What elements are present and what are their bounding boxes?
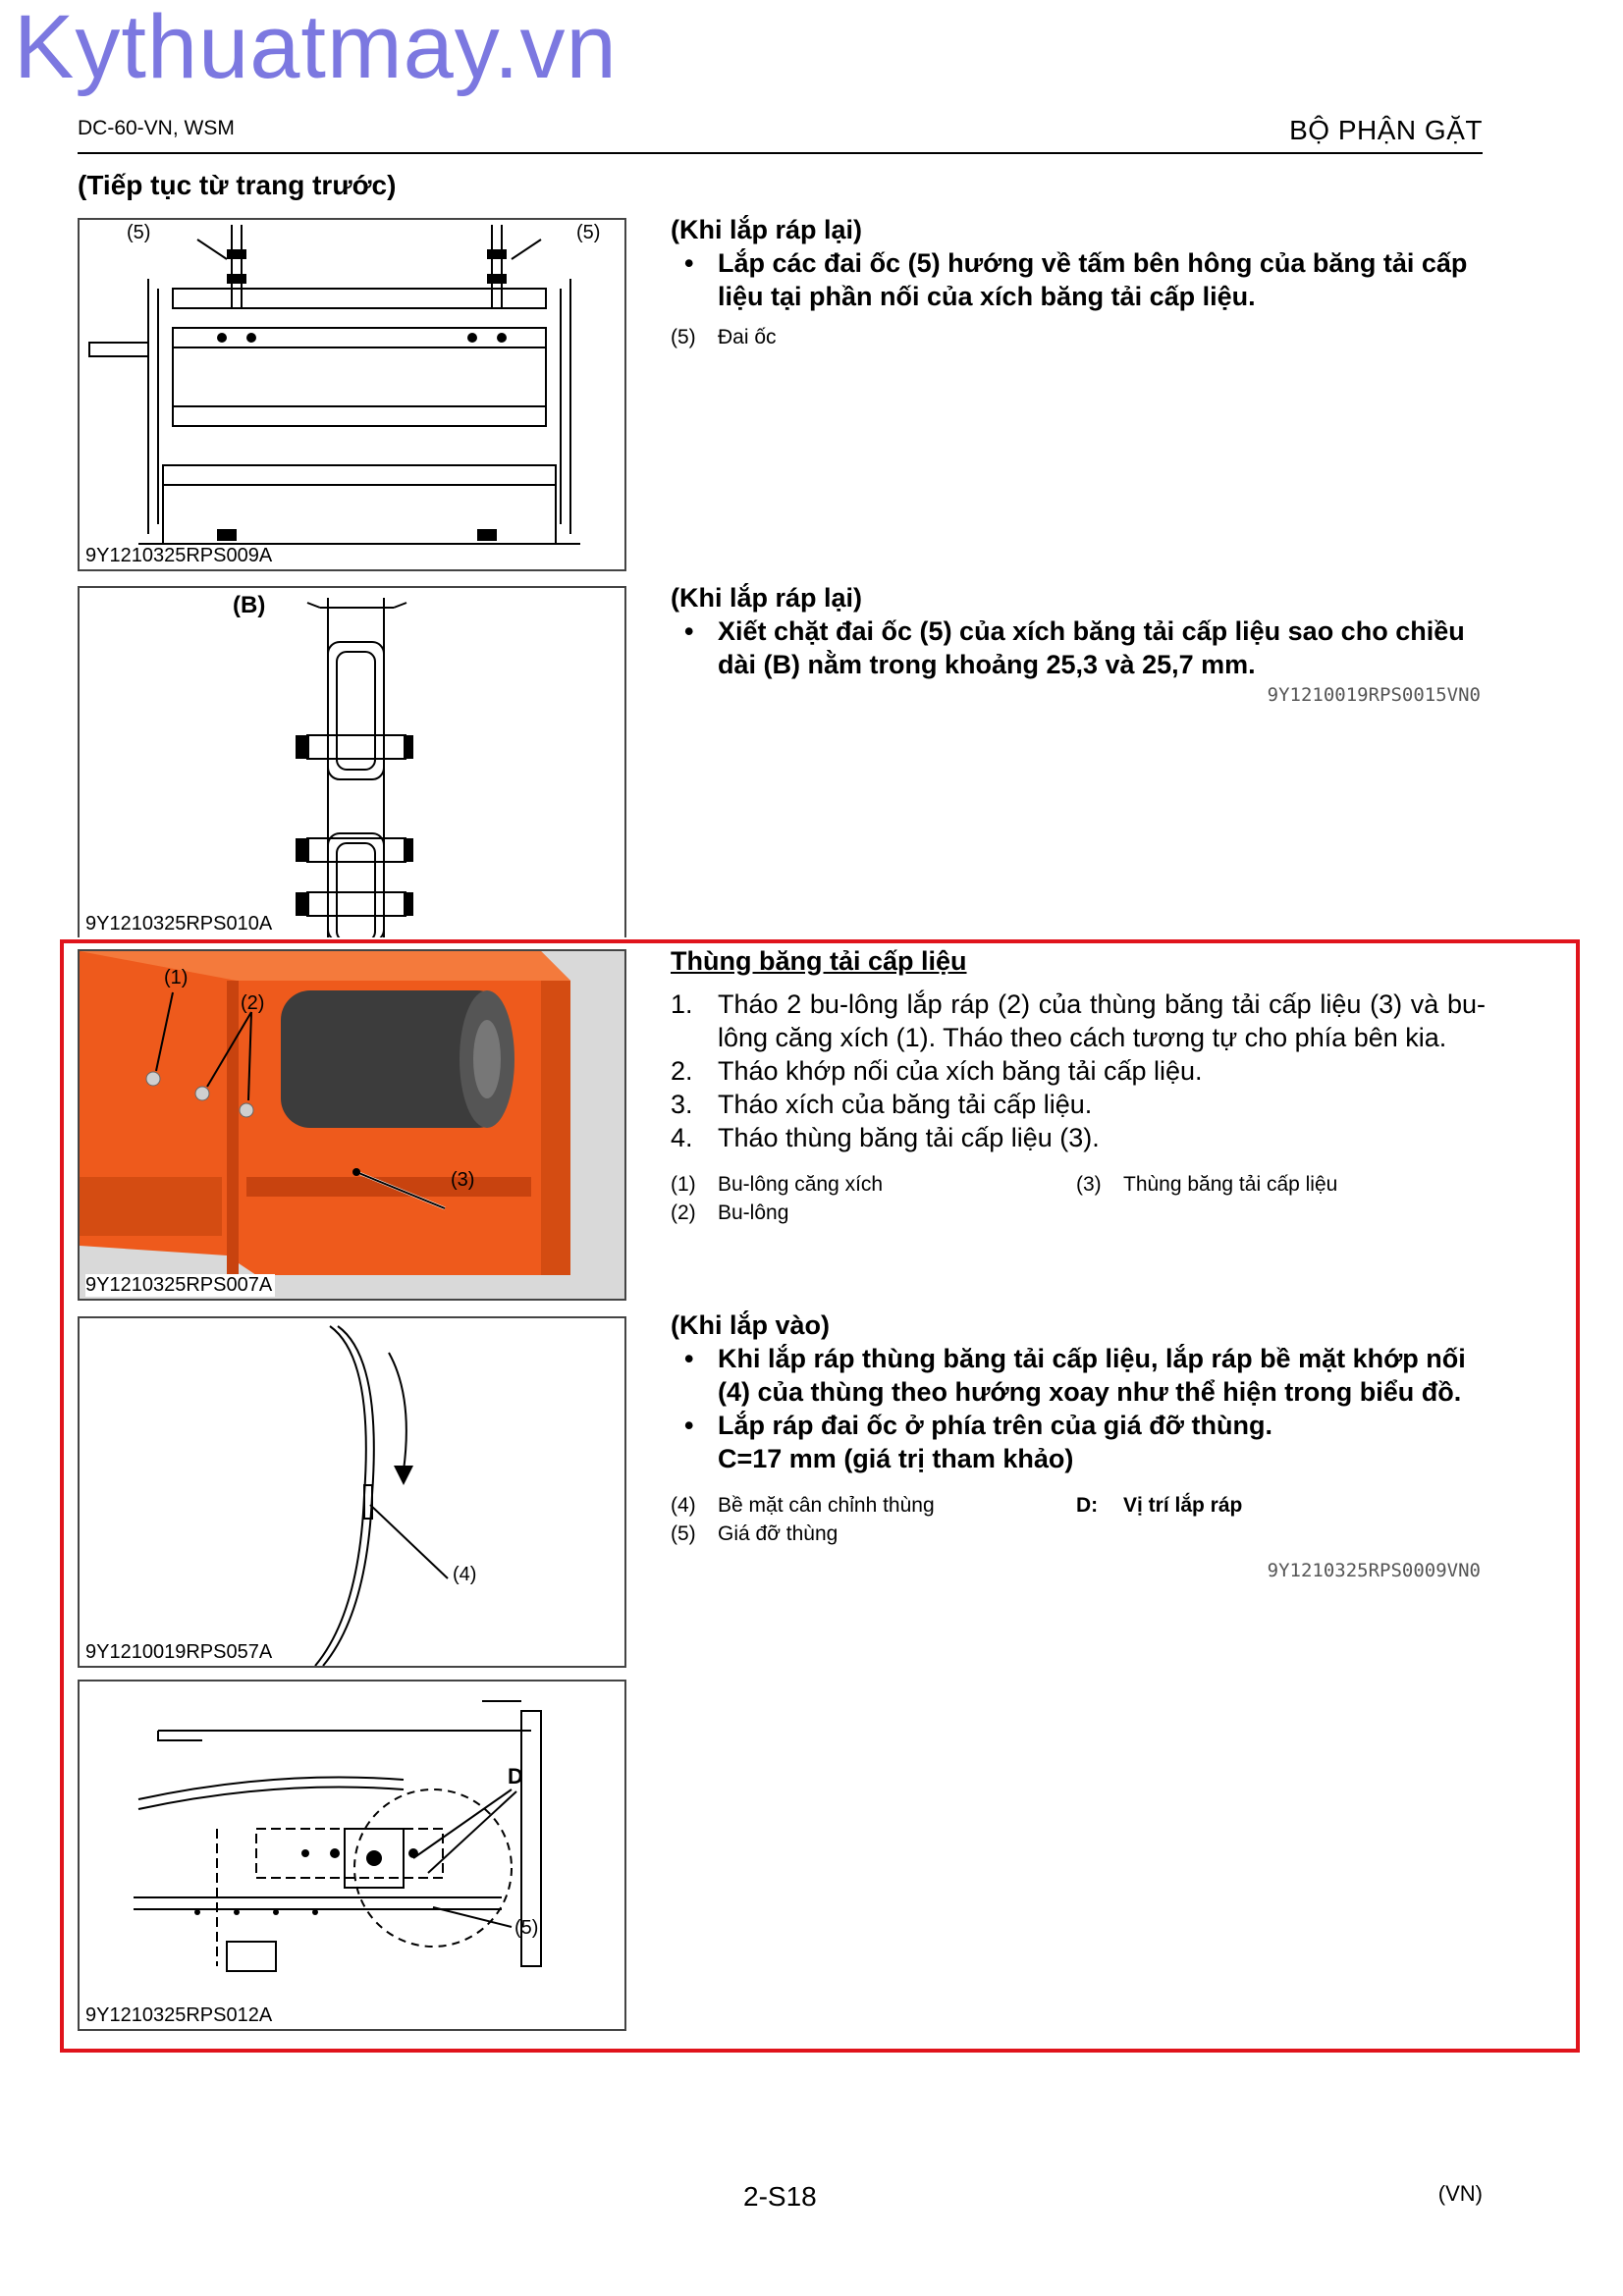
note-bullet: • Khi lắp ráp thùng băng tải cấp liệu, lắp ráp bề mặt khớp nối (4) của thùng theo hướng xoay như thể hiện trong biểu đồ. <box>671 1342 1486 1409</box>
note-bullet: • Lắp các đai ốc (5) hướng về tấm bên hông của băng tải cấp liệu tại phần nối của xích băng tải cấp liệu. <box>671 246 1486 313</box>
feeder-box-photo-drawing <box>80 951 624 1299</box>
callout-label: (5) <box>127 222 151 243</box>
note-heading: (Khi lắp vào) <box>671 1310 831 1340</box>
legend-item <box>671 323 1486 352</box>
page-number: 2-S18 <box>743 2181 817 2212</box>
watermark-logo: Kythuatmay.vn <box>14 0 618 97</box>
conveyor-frame-drawing <box>80 220 624 569</box>
figure-code: 9Y1210325RPS009A <box>85 545 275 567</box>
step-item: 4. Tháo thùng băng tải cấp liệu (3). <box>671 1123 1100 1152</box>
document-code: DC-60-VN, WSM <box>78 117 235 139</box>
legend <box>671 1491 1486 1552</box>
legend <box>671 1170 1486 1231</box>
callout-label: (2) <box>241 992 265 1014</box>
reference-code: 9Y1210019RPS0015VN0 <box>1267 684 1481 706</box>
feeder-box-removal <box>671 944 1486 1231</box>
section-title: BỘ PHẬN GẶT <box>1289 115 1483 145</box>
steps-list <box>671 988 1486 1154</box>
callout-label: (1) <box>164 967 189 988</box>
legend-text: Đai ốc <box>718 326 777 348</box>
reference-value: C=17 mm (giá trị tham khảo) <box>718 1444 1074 1473</box>
legend-item: (5) Giá đỡ thùng <box>671 1522 839 1545</box>
figure-code: 9Y1210325RPS007A <box>85 1274 275 1297</box>
legend-item: (4) Bề mặt cân chỉnh thùng <box>671 1494 935 1517</box>
dimension-label: (B) <box>233 592 266 618</box>
step-item: 3. Tháo xích của băng tải cấp liệu. <box>671 1090 1093 1119</box>
callout-label: D <box>508 1764 523 1789</box>
legend-key: (5) <box>671 326 696 348</box>
note-bullet: • Lắp ráp đai ốc ở phía trên của giá đỡ thùng. <box>671 1409 1486 1442</box>
figure-mounting-position <box>78 1680 626 2031</box>
chain-link-drawing <box>80 588 624 937</box>
step-item: 2. Tháo khớp nối của xích băng tải cấp liệu. <box>671 1056 1203 1086</box>
figure-conveyor-chain-nuts <box>78 218 626 571</box>
continued-note: (Tiếp tục từ trang trước) <box>78 170 397 200</box>
note-heading: (Khi lắp ráp lại) <box>671 215 863 244</box>
figure-code: 9Y1210019RPS057A <box>85 1641 275 1664</box>
alignment-surface-drawing <box>80 1318 624 1666</box>
reference-code: 9Y1210325RPS0009VN0 <box>1267 1560 1481 1581</box>
figure-feeder-box-photo <box>78 949 626 1301</box>
figure-alignment-surface <box>78 1316 626 1668</box>
header-divider <box>78 152 1483 154</box>
section-heading: Thùng băng tải cấp liệu <box>671 946 967 976</box>
note-bullet: • Xiết chặt đai ốc (5) của xích băng tải cấp liệu sao cho chiều dài (B) nằm trong khoảng 25,3 và 25,7 mm. <box>671 614 1486 681</box>
callout-label: (5) <box>514 1917 539 1939</box>
legend-item: D: Vị trí lắp ráp <box>1076 1494 1243 1517</box>
reassembly-note-2 <box>671 581 1486 681</box>
legend-item: (3) Thùng băng tải cấp liệu <box>1076 1173 1338 1196</box>
step-item: 1. Tháo 2 bu-lông lắp ráp (2) của thùng băng tải cấp liệu (3) và bu-lông căng xích (1). Tháo theo cách tương tự cho phía bên kia. <box>671 989 1486 1052</box>
reassembly-note-1 <box>671 213 1486 352</box>
figure-chain-length-b <box>78 586 626 937</box>
callout-label: (5) <box>576 222 601 243</box>
note-heading: (Khi lắp ráp lại) <box>671 583 863 613</box>
mounting-position-drawing <box>80 1682 624 2029</box>
legend-item: (2) Bu-lông <box>671 1201 789 1224</box>
figure-code: 9Y1210325RPS010A <box>85 913 275 935</box>
figure-code: 9Y1210325RPS012A <box>85 2004 275 2027</box>
callout-label: (4) <box>453 1564 477 1585</box>
callout-label: (3) <box>451 1169 475 1191</box>
installation-note <box>671 1308 1486 1552</box>
language-tag: (VN) <box>1437 2181 1483 2206</box>
legend-item: (1) Bu-lông căng xích <box>671 1173 884 1196</box>
